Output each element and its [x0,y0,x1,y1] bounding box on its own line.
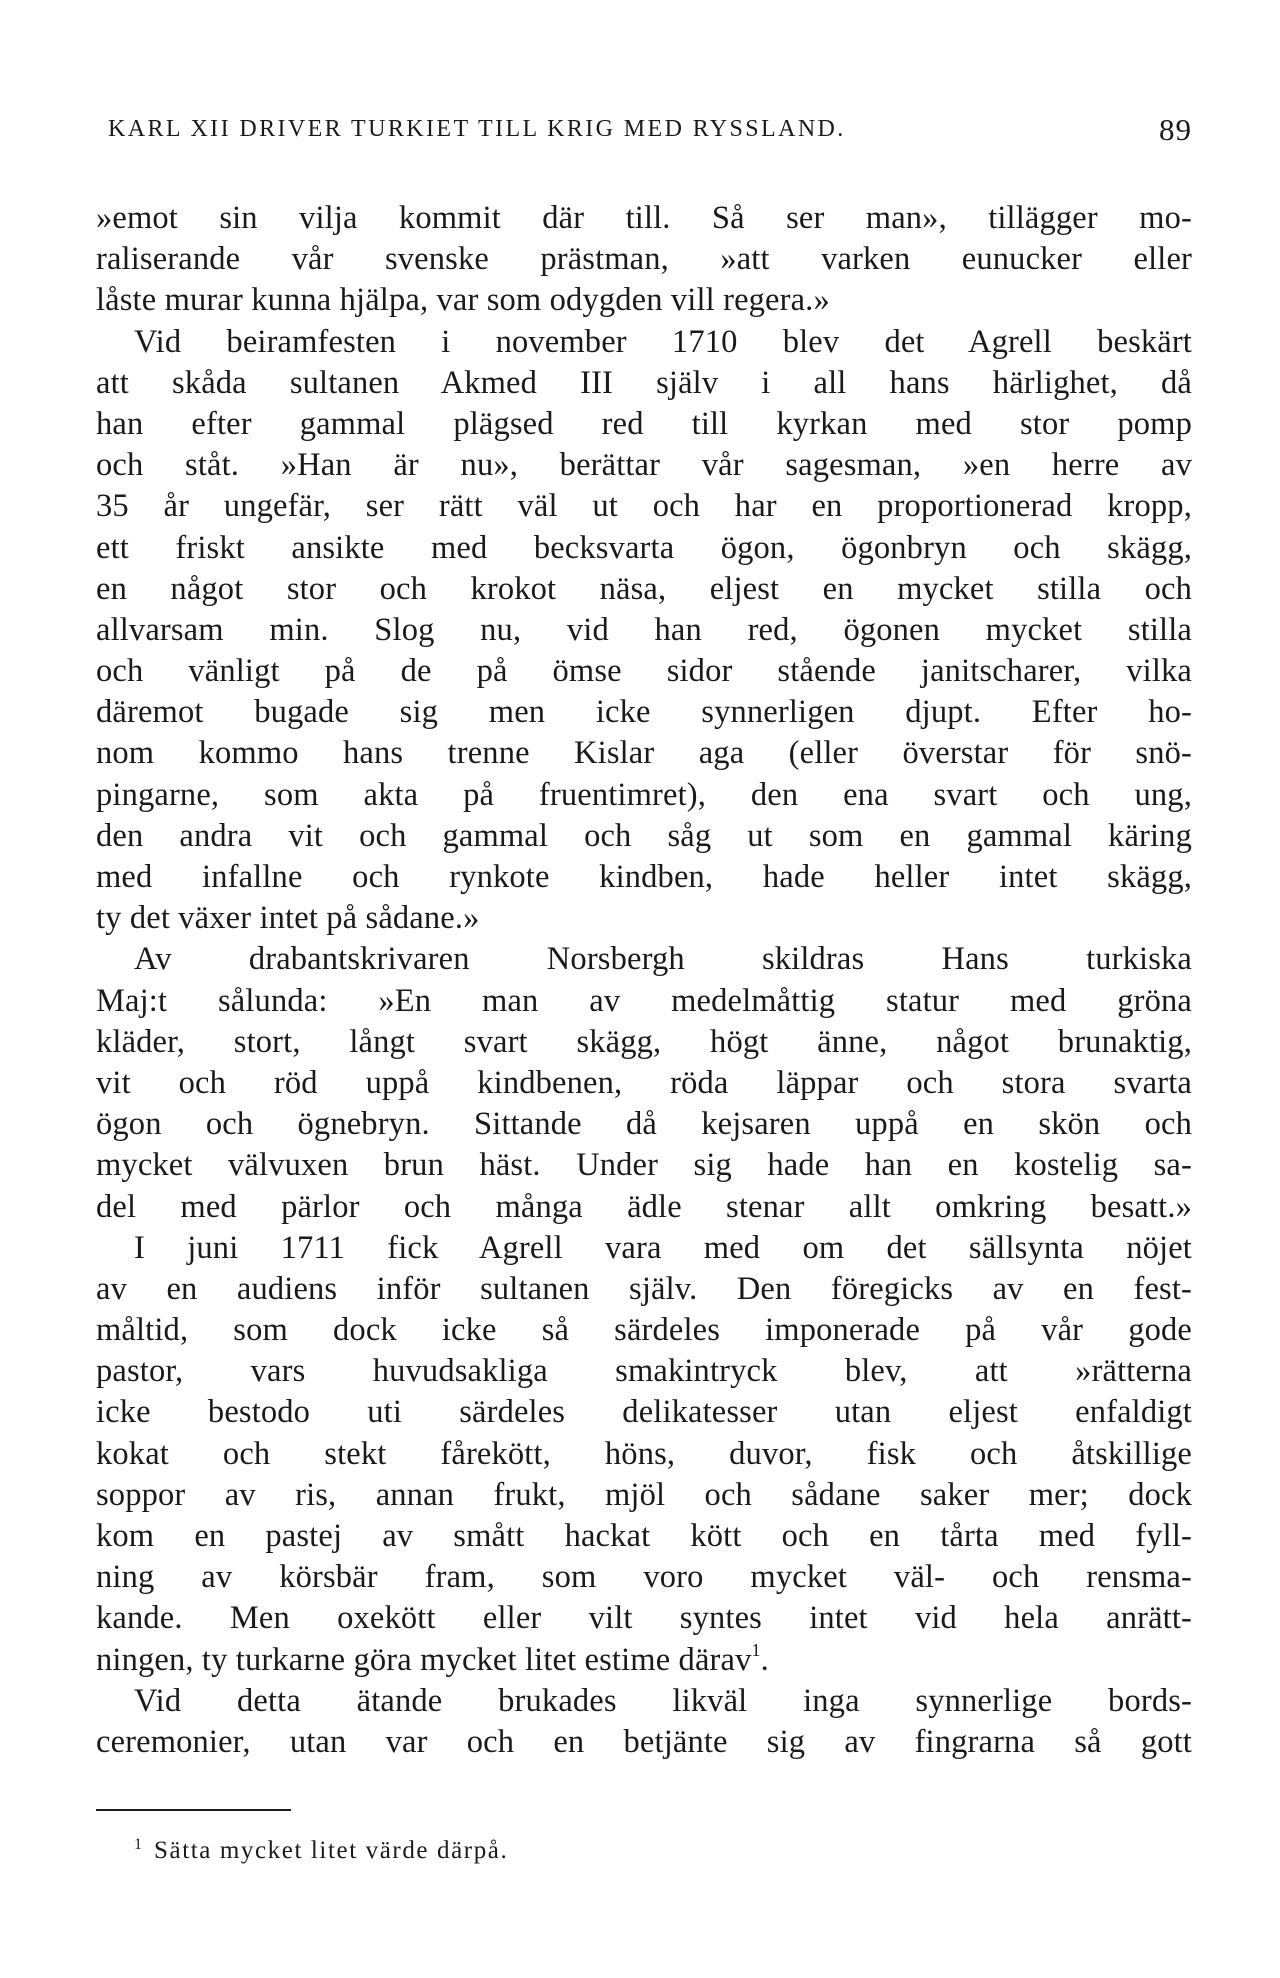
page-number: 89 [1159,112,1192,147]
footnote-mark: 1 [134,1836,142,1853]
text-line: vit och röd uppå kindbenen, röda läppar och stora svarta [96,1064,1192,1101]
text-line: låste murar kunna hjälpa, var som odygden vill regera.» [96,282,830,319]
text-line: kläder, stort, långt svart skägg, högt änne, något brunaktig, [96,1023,1192,1060]
text-line: ty det växer intet på sådane.» [96,900,480,937]
text-line: Vid beiramfesten i november 1710 blev det Agrell beskärt [134,323,1192,360]
footnote [134,1836,508,1865]
text-line: Av drabantskrivaren Norsbergh skildras Hans turkiska [134,941,1192,978]
text-line: nom kommo hans trenne Kislar aga (eller överstar för snö- [96,735,1192,772]
text-line: han efter gammal plägsed red till kyrkan med stor pomp [96,405,1192,442]
text-line: kom en pastej av smått hackat kött och en tårta med fyll- [96,1518,1192,1554]
text-line: raliserande vår svenske prästman, »att varken eunucker eller [96,241,1192,278]
book-page [96,0,1192,1978]
text-line: Vid detta ätande brukades likväl inga synnerlige bords- [134,1682,1192,1719]
text-line: ning av körsbär fram, som voro mycket väl- och rensma- [96,1559,1192,1596]
text-line: pingarne, som akta på fruentimret), den ena svart och ung, [96,776,1192,813]
text-line: I juni 1711 fick Agrell vara med om det sällsynta nöjet [134,1229,1192,1266]
text-line: att skåda sultanen Akmed III själv i all hans härlighet, då [96,364,1192,401]
text-line: en något stor och krokot näsa, eljest en mycket stilla och [96,570,1192,607]
body-text [96,198,1192,1763]
line-end-punctuation: . [760,1641,769,1678]
running-title: KARL XII DRIVER TURKIET TILL KRIG MED RYSSLAND. [108,116,846,142]
footnote-text: Sätta mycket litet värde därpå. [154,1837,509,1864]
text-line: och vänligt på de på ömse sidor stående janitscharer, vilka [96,653,1192,690]
text-line: soppor av ris, annan frukt, mjöl och sådane saker mer; dock [96,1476,1192,1513]
text-line: den andra vit och gammal och såg ut som en gammal käring [96,817,1192,854]
text-line: däremot bugade sig men icke synnerligen djupt. Efter ho- [96,694,1192,731]
footnote-reference[interactable]: 1 [751,1639,761,1660]
text-line: del med pärlor och många ädle stenar allt omkring besatt.» [96,1188,1192,1225]
text-line: icke bestodo uti särdeles delikatesser utan eljest enfaldigt [96,1394,1192,1431]
text-line: 35 år ungefär, ser rätt väl ut och har en proportionerad kropp, [96,488,1192,525]
footnote-divider [96,1809,291,1811]
text-line: ceremonier, utan var och en betjänte sig av fingrarna så gott [96,1723,1192,1760]
text-line: ögon och ögnebryn. Sittande då kejsaren uppå en skön och [96,1106,1192,1143]
text-line: »emot sin vilja kommit där till. Så ser man», tillägger mo- [96,200,1192,236]
text-line: mycket välvuxen brun häst. Under sig hade han en kostelig sa- [96,1147,1192,1184]
text-line: pastor, vars huvudsakliga smakintryck blev, att »rätterna [96,1353,1192,1390]
text-line: med infallne och rynkote kindben, hade heller intet skägg, [96,859,1192,895]
running-header [96,112,1192,152]
text-line: av en audiens inför sultanen själv. Den föregicks av en fest- [96,1270,1192,1307]
text-line-with-note [96,1640,1192,1681]
text-line: kokat och stekt fårekött, höns, duvor, fisk och åtskillige [96,1435,1192,1472]
text-line-content: ningen, ty turkarne göra mycket litet estime därav [96,1641,752,1678]
text-line: och ståt. »Han är nu», berättar vår sagesman, »en herre av [96,447,1192,484]
text-line: måltid, som dock icke så särdeles imponerade på vår gode [96,1312,1192,1349]
text-line: Maj:t sålunda: »En man av medelmåttig statur med gröna [96,982,1192,1019]
text-line: kande. Men oxekött eller vilt syntes intet vid hela anrätt- [96,1600,1192,1637]
text-line: ett friskt ansikte med becksvarta ögon, ögonbryn och skägg, [96,529,1192,566]
text-line: allvarsam min. Slog nu, vid han red, ögonen mycket stilla [96,611,1192,648]
